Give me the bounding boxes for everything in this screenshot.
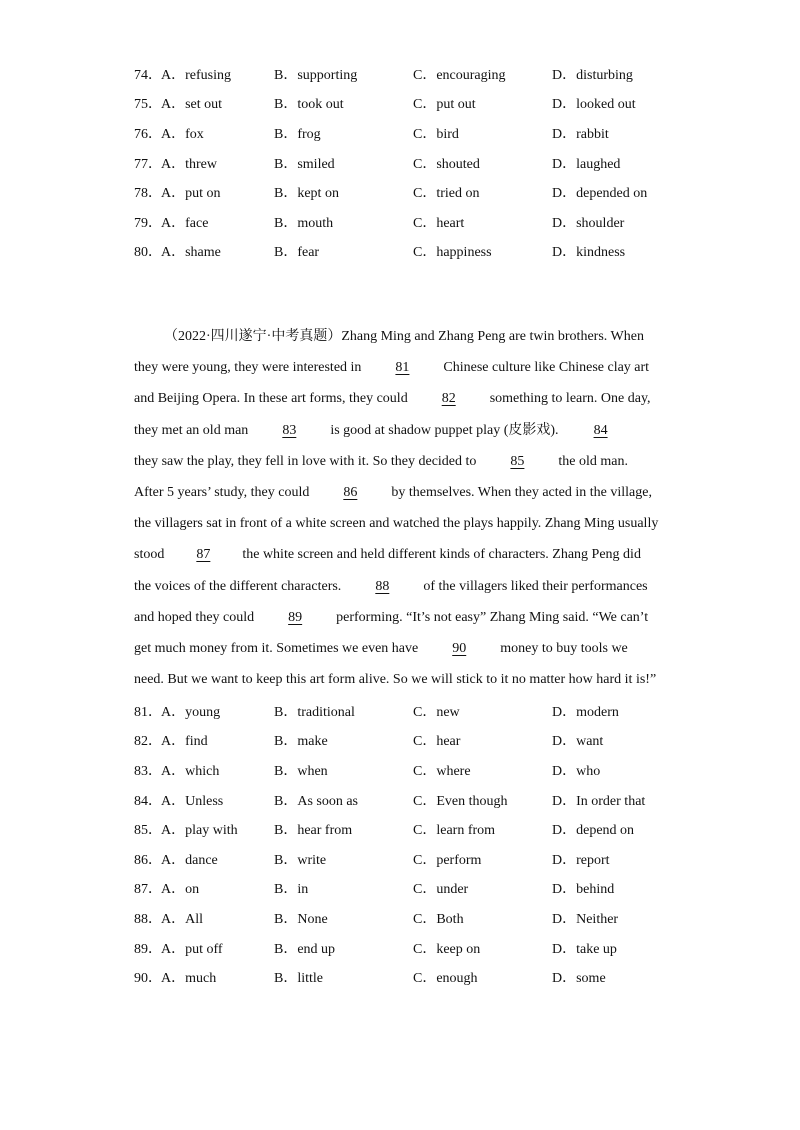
question-row-81 [134,696,694,726]
option-b: B．in [274,882,309,898]
question-row-85 [134,814,694,844]
question-number: 90． [134,971,162,987]
passage-text: Zhang Ming and Zhang Peng are twin brothers. When [341,329,644,344]
passage-text: and Beijing Opera. In these art forms, they could [134,391,408,407]
question-number: 86． [134,852,162,868]
passage-text: by themselves. When they acted in the village, [391,484,652,500]
option-a: A．All [161,911,203,927]
option-a: A．much [161,971,217,987]
option-b: B．As soon as [274,793,359,809]
option-d: D．looked out [552,97,636,113]
option-d: D．laughed [552,156,621,172]
passage-line [134,571,674,602]
passage-line [134,602,674,633]
question-row-82 [134,726,694,756]
option-d: D．Neither [552,911,619,927]
question-number: 81． [134,704,162,720]
passage-line [134,477,674,508]
blank-83: 83 [282,422,297,438]
option-b: B．hear from [274,823,353,839]
blank-85: 85 [510,453,525,469]
question-number: 87． [134,882,162,898]
blank-86: 86 [343,484,358,500]
passage-text: and hoped they could [134,609,255,625]
passage-line [134,539,674,570]
option-d: D．disturbing [552,67,633,83]
option-d: D．want [552,734,604,750]
question-row-84 [134,785,694,815]
option-b: B．mouth [274,215,334,231]
option-b: B．None [274,911,328,927]
passage-text: stood [134,547,165,563]
option-a: A．young [161,704,221,720]
question-number: 83． [134,763,162,779]
question-row-74 [134,59,694,89]
question-row-86 [134,844,694,874]
question-number: 85． [134,823,162,839]
passage-text: the voices of the different characters. [134,578,342,594]
option-a: A．Unless [161,793,224,809]
option-b: B．little [274,971,323,987]
passage-line [134,352,674,383]
option-a: A．set out [161,97,223,113]
question-number: 77． [134,156,162,172]
passage-text: performing. “It’s not easy” Zhang Ming said. “We can’t [336,609,649,625]
passage-source: （2022·四川遂宁·中考真题） [164,329,342,344]
passage-line [134,446,674,477]
option-a: A．put on [161,186,221,202]
question-row-79 [134,207,694,237]
option-a: A．which [161,763,220,779]
question-row-83 [134,755,694,785]
option-d: D．depend on [552,823,635,839]
option-b: B．supporting [274,67,358,83]
option-c: C．new [413,704,460,720]
question-row-87 [134,874,694,904]
option-d: D．rabbit [552,126,609,142]
question-row-88 [134,903,694,933]
question-number: 89． [134,941,162,957]
option-d: D．In order that [552,793,646,809]
option-b: B．smiled [274,156,335,172]
blank-89: 89 [288,609,303,625]
question-row-76 [134,118,694,148]
blank-87: 87 [196,547,211,563]
option-c: C．shouted [413,156,480,172]
option-b: B．frog [274,126,321,142]
option-c: C．enough [413,971,478,987]
option-c: C．heart [413,215,465,231]
question-number: 75． [134,97,162,113]
option-d: D．shoulder [552,215,625,231]
blank-82: 82 [441,391,456,407]
option-d: D．modern [552,704,619,720]
option-a: A．fox [161,126,204,142]
option-d: D．report [552,852,610,868]
passage-text: get much money from it. Sometimes we even have [134,640,419,656]
question-number: 82． [134,734,162,750]
option-a: A．put off [161,941,223,957]
passage-text: money to buy tools we [500,640,628,656]
option-a: A．refusing [161,67,231,83]
option-c: C．under [413,882,469,898]
option-a: A．on [161,882,200,898]
option-a: A．find [161,734,208,750]
option-d: D．who [552,763,601,779]
passage-line [134,321,674,352]
option-d: D．some [552,971,606,987]
question-number: 84． [134,793,162,809]
passage-text: is good at shadow puppet play (皮影戏). [330,422,559,438]
passage-line [134,383,674,414]
question-row-78 [134,177,694,207]
option-b: B．end up [274,941,336,957]
question-number: 80． [134,245,162,261]
option-c: C．hear [413,734,461,750]
passage-text: they saw the play, they fell in love with it. So they decided to [134,453,477,469]
option-b: B．kept on [274,186,339,202]
option-c: C．encouraging [413,67,506,83]
option-d: D．take up [552,941,617,957]
option-c: C．tried on [413,186,480,202]
blank-84: 84 [593,422,608,438]
option-b: B．fear [274,245,320,261]
option-d: D．behind [552,882,615,898]
option-b: B．when [274,763,328,779]
option-c: C．happiness [413,245,492,261]
option-c: C．bird [413,126,459,142]
passage-text: Chinese culture like Chinese clay art [443,360,650,376]
passage-text: they were young, they were interested in [134,360,362,376]
question-row-75 [134,89,694,119]
blank-81: 81 [395,360,410,376]
passage-text: After 5 years’ study, they could [134,484,310,500]
option-a: A．play with [161,823,238,839]
question-row-77 [134,148,694,178]
passage-line [134,633,674,664]
option-b: B．make [274,734,328,750]
option-b: B．traditional [274,704,355,720]
question-number: 74． [134,67,162,83]
passage-text: the old man. [558,453,629,469]
option-c: C．Both [413,911,464,927]
option-a: A．threw [161,156,217,172]
passage-text: they met an old man [134,422,249,438]
passage-text: something to learn. One day, [489,391,651,407]
passage-text: of the villagers liked their performances [423,578,648,594]
passage-text: the white screen and held different kinds of characters. Zhang Peng did [242,547,641,563]
option-b: B．write [274,852,327,868]
question-number: 79． [134,215,162,231]
question-row-80 [134,237,694,267]
option-b: B．took out [274,97,344,113]
option-d: D．kindness [552,245,626,261]
question-row-90 [134,962,694,992]
option-a: A．dance [161,852,218,868]
option-c: C．keep on [413,941,481,957]
question-list-74-80 [134,59,694,266]
passage-line: need. But we want to keep this art form alive. So we will stick to it no matter how hard it is!” [134,672,657,688]
blank-88: 88 [375,578,390,594]
question-row-89 [134,933,694,963]
question-number: 76． [134,126,162,142]
passage-line: the villagers sat in front of a white screen and watched the plays happily. Zhang Ming usually [134,516,659,532]
option-d: D．depended on [552,186,648,202]
question-list-81-90 [134,696,694,992]
option-c: C．where [413,763,471,779]
cloze-passage [134,321,674,695]
option-a: A．shame [161,245,221,261]
option-a: A．face [161,215,209,231]
option-c: C．put out [413,97,476,113]
option-c: C．learn from [413,823,496,839]
question-number: 88． [134,911,162,927]
blank-90: 90 [452,640,467,656]
option-c: C．Even though [413,793,508,809]
option-c: C．perform [413,852,482,868]
question-number: 78． [134,186,162,202]
passage-line [134,415,674,446]
